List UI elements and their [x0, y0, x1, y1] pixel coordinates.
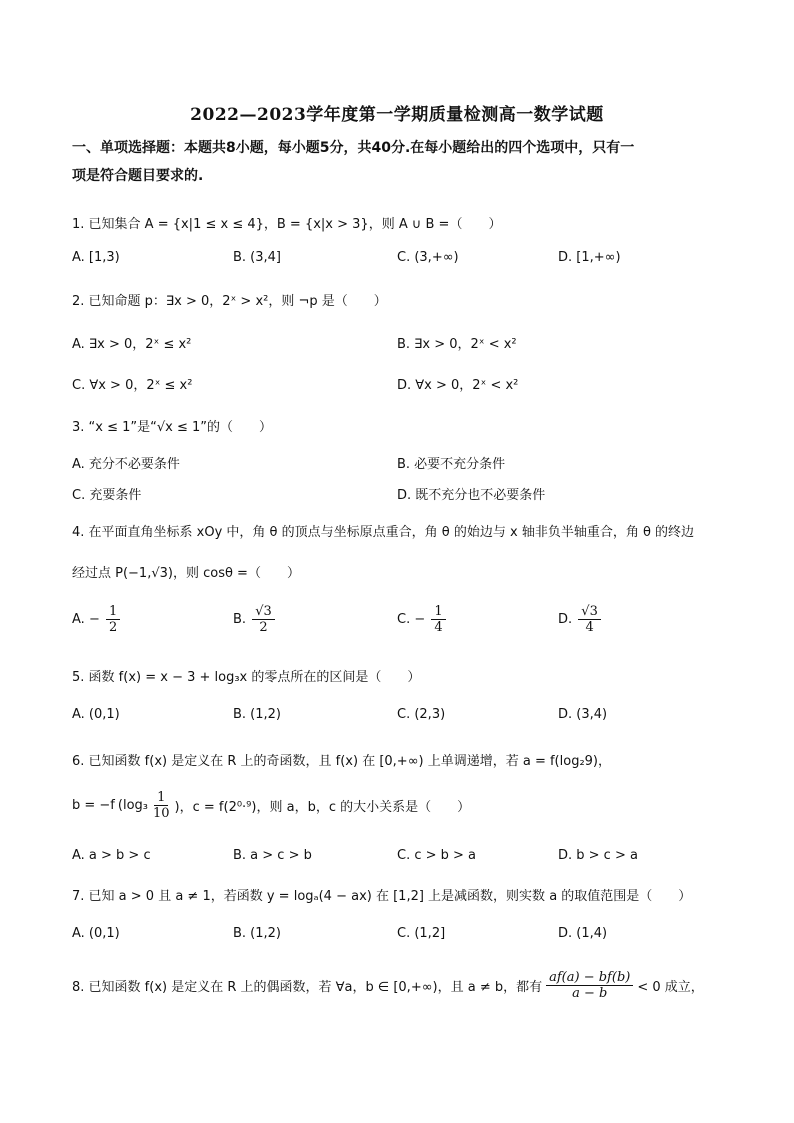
q4-option-c-denominator: 4 — [434, 620, 443, 635]
question-6-stem-line1: 6. 已知函数 f(x) 是定义在 R 上的奇函数，且 f(x) 在 [0,+∞) 上单调递增，若 a = f(log₂9)， — [72, 754, 611, 769]
question-5-stem: 5. 函数 f(x) = x − 3 + log₃x 的零点所在的区间是（ ） — [72, 670, 421, 685]
section-heading-line1: 一、单项选择题：本题共8小题，每小题5分，共40分.在每小题给出的四个选项中，只有一 — [72, 140, 635, 156]
q8-stem-start: 8. 已知函数 f(x) 是定义在 R 上的偶函数，若 ∀a，b ∈ [0,+∞)，且 a ≠ b，都有 — [72, 980, 543, 995]
q4-option-c-fraction — [431, 604, 445, 635]
section-heading-line2: 项是符合题目要求的. — [72, 168, 204, 184]
q4-option-b-denominator: 2 — [259, 620, 268, 635]
q6-stem-remainder: )，c = f(2⁰·⁹)，则 a，b，c 的大小关系是（ ） — [174, 800, 471, 815]
q6-fraction-denominator: 10 — [153, 806, 170, 821]
q5-option-d: D. (3,4) — [558, 707, 608, 722]
q2-option-c: C. ∀x > 0，2ˣ ≤ x² — [72, 378, 193, 393]
q6-fraction — [150, 790, 173, 821]
q7-option-d: D. (1,4) — [558, 926, 608, 941]
page-title: 2022—2023学年度第一学期质量检测高一数学试题 — [190, 105, 604, 125]
q6-b-expression: b = −f — [72, 798, 115, 813]
q4-option-c — [397, 604, 448, 635]
section-heading — [72, 134, 732, 190]
q2-option-b: B. ∃x > 0，2ˣ < x² — [397, 337, 517, 352]
q4-option-d-fraction — [578, 604, 601, 635]
q2-option-d: D. ∀x > 0，2ˣ < x² — [397, 378, 519, 393]
question-1-stem: 1. 已知集合 A = {x|1 ≤ x ≤ 4}，B = {x|x > 3}，则 A ∪ B =（ ） — [72, 217, 502, 232]
q7-option-a: A. (0,1) — [72, 926, 120, 941]
q4-option-b-numerator: √3 — [252, 604, 275, 620]
q4-option-c-sign: − — [414, 612, 426, 627]
q8-fraction-denominator: a − b — [572, 986, 608, 1001]
q4-option-d — [558, 604, 603, 635]
q8-stem-end: < 0 成立， — [637, 980, 704, 995]
question-7-stem: 7. 已知 a > 0 且 a ≠ 1，若函数 y = logₐ(4 − ax) 在 [1,2] 上是减函数，则实数 a 的取值范围是（ ） — [72, 889, 692, 904]
question-4-stem-line2: 经过点 P(−1,√3)，则 cosθ =（ ） — [72, 566, 300, 581]
question-2-stem: 2. 已知命题 p：∃x > 0，2ˣ > x²，则 ¬p 是（ ） — [72, 294, 387, 309]
q1-option-b: B. (3,4] — [233, 250, 282, 265]
q1-option-c: C. (3,+∞) — [397, 250, 459, 265]
question-6-stem-line2 — [72, 790, 470, 821]
q1-option-d: D. [1,+∞) — [558, 250, 621, 265]
q4-option-d-letter: D. — [558, 612, 573, 627]
question-3-stem: 3. “x ≤ 1”是“√x ≤ 1”的（ ） — [72, 420, 273, 435]
q4-option-a-denominator: 2 — [108, 620, 118, 635]
q2-option-a: A. ∃x > 0，2ˣ ≤ x² — [72, 337, 192, 352]
question-4-stem-line1: 4. 在平面直角坐标系 xOy 中，角 θ 的顶点与坐标原点重合，角 θ 的始边与 x 轴非负半轴重合，角 θ 的终边 — [72, 525, 695, 540]
q4-option-b-letter: B. — [233, 612, 247, 627]
question-8-stem — [72, 970, 704, 1001]
q8-fraction — [546, 970, 633, 1001]
q6-option-b: B. a > c > b — [233, 848, 312, 863]
q4-option-a-letter: A. — [72, 612, 85, 627]
q3-option-c: C. 充要条件 — [72, 488, 142, 503]
q6-fraction-numerator: 1 — [154, 790, 168, 806]
q4-option-d-denominator: 4 — [585, 620, 594, 635]
q4-option-b-fraction — [252, 604, 275, 635]
q3-option-b: B. 必要不充分条件 — [397, 457, 506, 472]
q4-option-a-sign: − — [88, 612, 100, 627]
q4-option-a — [72, 604, 122, 635]
q6-option-a: A. a > b > c — [72, 848, 151, 863]
q6-option-d: D. b > c > a — [558, 848, 638, 863]
q4-option-b — [233, 604, 277, 635]
q3-option-a: A. 充分不必要条件 — [72, 457, 180, 472]
q4-option-d-numerator: √3 — [578, 604, 601, 620]
q6-log-prefix: (log₃ — [117, 798, 148, 813]
q5-option-a: A. (0,1) — [72, 707, 120, 722]
q1-option-a: A. [1,3) — [72, 250, 120, 265]
q4-option-a-numerator: 1 — [106, 604, 120, 620]
q7-option-b: B. (1,2) — [233, 926, 282, 941]
q6-option-c: C. c > b > a — [397, 848, 477, 863]
q5-option-b: B. (1,2) — [233, 707, 282, 722]
q5-option-c: C. (2,3) — [397, 707, 446, 722]
q4-option-c-numerator: 1 — [431, 604, 445, 620]
q3-option-d: D. 既不充分也不必要条件 — [397, 488, 546, 503]
q7-option-c: C. (1,2] — [397, 926, 446, 941]
q8-fraction-numerator: af(a) − bf(b) — [546, 970, 633, 986]
q4-option-a-fraction — [106, 604, 120, 635]
q4-option-c-letter: C. — [397, 612, 411, 627]
